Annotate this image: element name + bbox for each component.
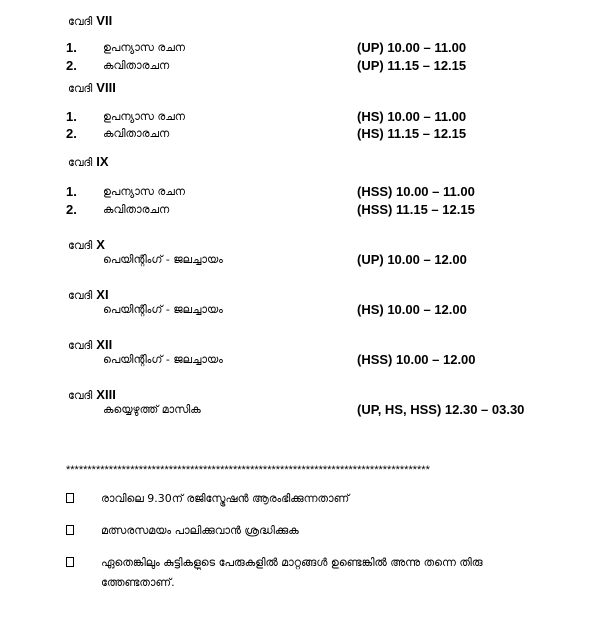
venue-label: വേദി (68, 289, 93, 302)
note-text: രാവിലെ 9.30ന് രജിസ്ട്രേഷൻ ആരംഭിക്കുന്നതാണ് (101, 492, 350, 505)
event-time: (HSS) 11.15 – 12.15 (357, 202, 475, 217)
venue-number: IX (96, 154, 109, 169)
venue-heading (68, 384, 116, 403)
venue-label: വേദി (68, 82, 93, 95)
event-time: (HS) 11.15 – 12.15 (357, 126, 467, 141)
item-index: 2. (66, 126, 77, 141)
venue-label: വേദി (68, 239, 93, 252)
event-name: പെയിന്റിംഗ് - ജലച്ചായം (103, 303, 223, 316)
event-name: പെയിന്റിംഗ് - ജലച്ചായം (103, 253, 223, 266)
venue-heading (68, 151, 109, 170)
item-index: 1. (66, 109, 77, 124)
venue-number: XIII (96, 387, 116, 402)
event-time: (UP) 10.00 – 12.00 (357, 252, 467, 267)
event-name: ഉപന്യാസ രചന (103, 185, 185, 198)
venue-heading (68, 334, 112, 353)
item-index: 2. (66, 58, 77, 73)
item-index: 1. (66, 40, 77, 55)
event-time: (HSS) 10.00 – 11.00 (357, 184, 475, 199)
venue-heading (68, 77, 116, 96)
event-time: (HS) 10.00 – 12.00 (357, 302, 467, 317)
event-name: കവിതാരചന (103, 59, 170, 72)
note-text: ഏതെങ്കിലും കുട്ടികളുടെ പേരുകളിൽ മാറ്റങ്ങൾ ഉണ്ടെങ്കിൽ അന്നു തന്നെ തിരു (101, 556, 483, 569)
venue-heading (68, 10, 112, 29)
note-text: മത്സരസമയം പാലിക്കുവാൻ ശ്രദ്ധിക്കുക (101, 524, 299, 537)
venue-heading (68, 284, 109, 303)
venue-label: വേദി (68, 339, 93, 352)
event-name: കവിതാരചന (103, 127, 170, 140)
event-name: ഉപന്യാസ രചന (103, 41, 185, 54)
separator-line: ************************************************************************************* (66, 464, 430, 476)
checkbox-icon (66, 525, 74, 535)
item-index: 1. (66, 184, 77, 199)
event-time: (UP) 10.00 – 11.00 (357, 40, 467, 55)
event-time: (UP, HS, HSS) 12.30 – 03.30 (357, 402, 525, 417)
event-name: കവിതാരചന (103, 203, 170, 216)
venue-number: X (96, 237, 105, 252)
event-name: കയ്യെഴുത്ത് മാസിക (103, 403, 201, 416)
checkbox-icon (66, 557, 74, 567)
event-name: പെയിന്റിംഗ് - ജലച്ചായം (103, 353, 223, 366)
venue-number: XI (96, 287, 109, 302)
checkbox-icon (66, 493, 74, 503)
event-time: (HS) 10.00 – 11.00 (357, 109, 467, 124)
event-time: (UP) 11.15 – 12.15 (357, 58, 467, 73)
note-text-continued: ത്തേണ്ടതാണ്. (101, 576, 175, 589)
venue-number: VIII (96, 80, 116, 95)
venue-label: വേദി (68, 389, 93, 402)
venue-label: വേദി (68, 156, 93, 169)
event-name: ഉപന്യാസ രചന (103, 110, 185, 123)
venue-number: XII (96, 337, 113, 352)
event-time: (HSS) 10.00 – 12.00 (357, 352, 476, 367)
venue-label: വേദി (68, 15, 93, 28)
venue-number: VII (96, 13, 113, 28)
venue-heading (68, 234, 105, 253)
item-index: 2. (66, 202, 77, 217)
